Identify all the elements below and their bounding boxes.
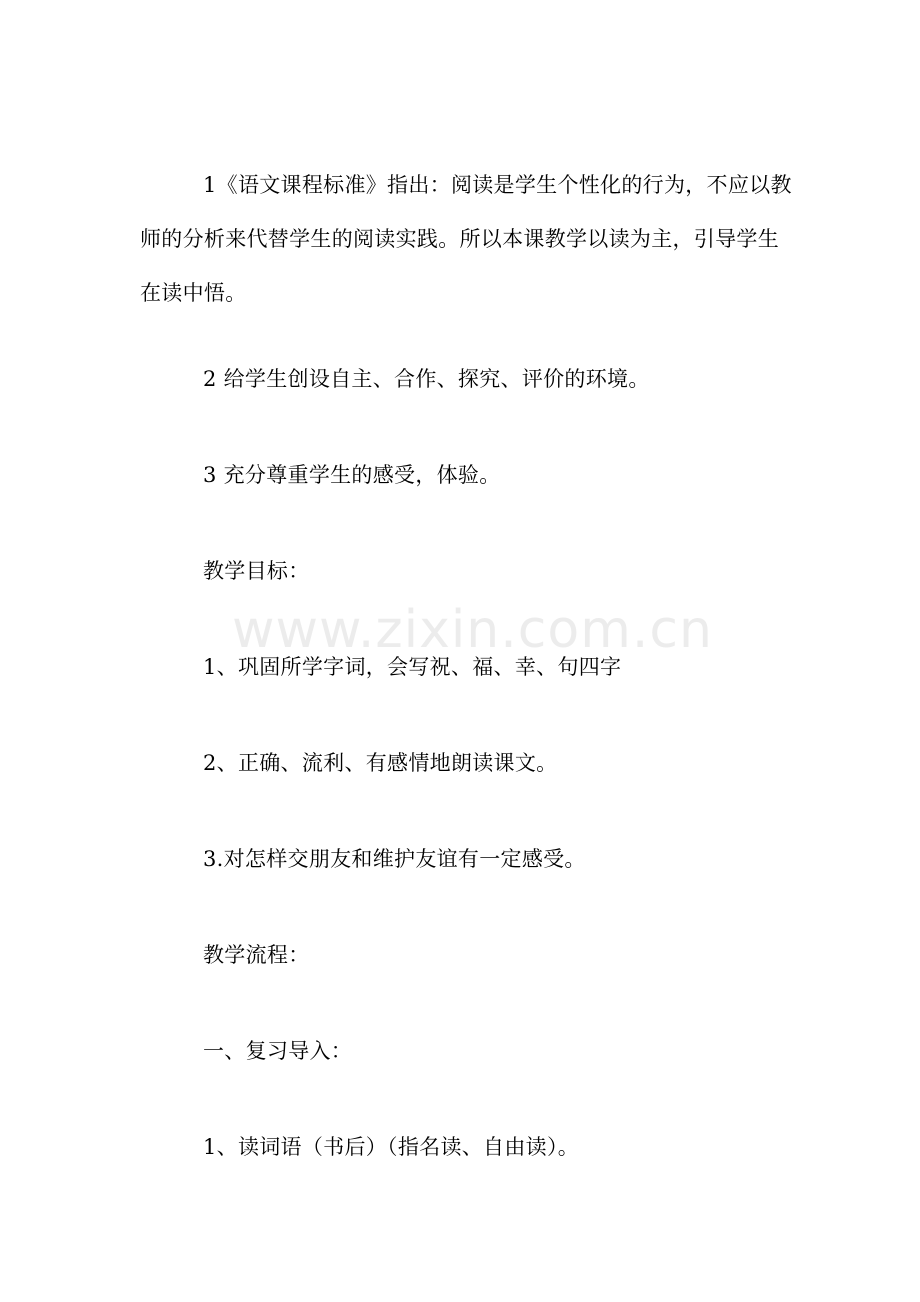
heading-teaching-goals: 教学目标： bbox=[203, 559, 310, 583]
heading-teaching-process: 教学流程： bbox=[203, 943, 310, 967]
paragraph-learning-environment: 2 给学生创设自主、合作、探究、评价的环境。 bbox=[203, 367, 650, 391]
section-review-intro: 一、复习导入： bbox=[203, 1039, 353, 1063]
paragraph-respect-feelings: 3 充分尊重学生的感受，体验。 bbox=[203, 463, 501, 487]
goal-item-1: 1、巩固所学字词，会写祝、福、幸、句四字 bbox=[203, 655, 622, 679]
goal-item-2: 2、正确、流利、有感情地朗读课文。 bbox=[203, 751, 558, 775]
goal-item-3: 3.对怎样交朋友和维护友谊有一定感受。 bbox=[203, 847, 586, 871]
process-item-1: 1、读词语（书后）（指名读、自由读）。 bbox=[203, 1135, 580, 1159]
paragraph-curriculum-standard: 1《语文课程标准》指出：阅读是学生个性化的行为，不应以教师的分析来代替学生的阅读实践。所以本课教学以读为主，引导学生在读中悟。 bbox=[140, 173, 792, 305]
watermark: www.zixin.com.cn bbox=[232, 600, 713, 660]
